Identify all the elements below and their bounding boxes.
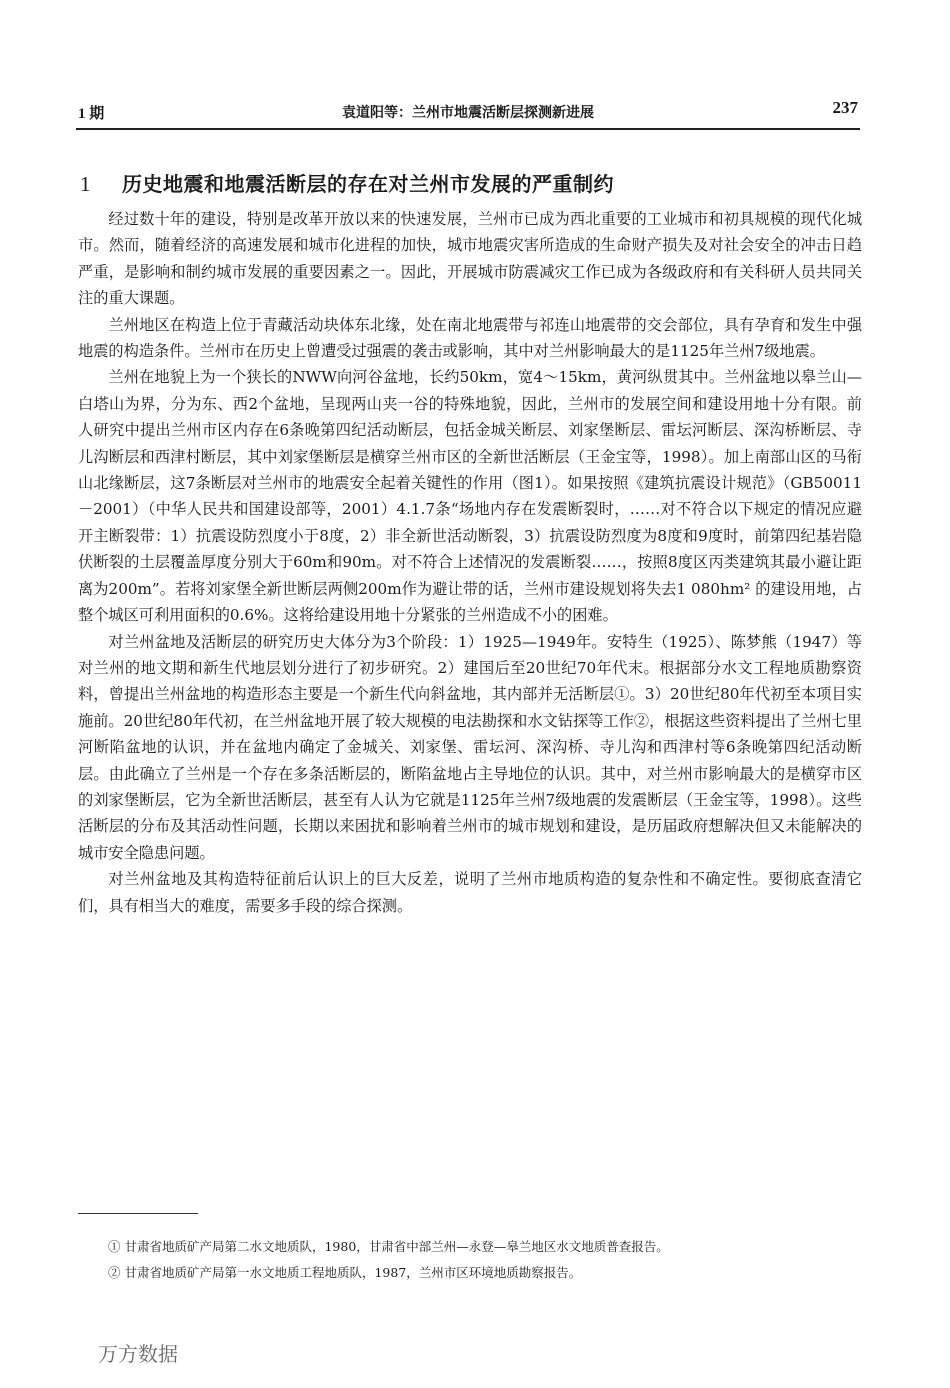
page-number: 237 xyxy=(832,98,858,117)
footnotes xyxy=(108,1234,868,1286)
footnote-item: ② 甘肃省地质矿产局第一水文地质工程地质队，1987，兰州市区环境地质勘察报告。 xyxy=(108,1265,582,1280)
running-title: 袁道阳等：兰州市地震活断层探测新进展 xyxy=(342,105,594,121)
watermark: 万方数据 xyxy=(98,1342,178,1366)
section-heading xyxy=(80,168,860,197)
page-header xyxy=(78,96,858,126)
section-title-text: 历史地震和地震活断层的存在对兰州市发展的严重制约 xyxy=(122,172,614,196)
footnote-item: ① 甘肃省地质矿产局第二水文地质队，1980，甘肃省中部兰州—永登—皋兰地区水文地质普查报告。 xyxy=(108,1239,669,1254)
paragraph: 兰州在地貌上为一个狭长的NWW向河谷盆地，长约50km，宽4～15km，黄河纵贯其中。兰州盆地以皋兰山—白塔山为界，分为东、西2个盆地，呈现两山夹一谷的特殊地貌，因此，兰州市的发展空间和建设用地十分有限。前人研究中提出兰州市区内存在6条晚第四纪活动断层，包括金城关断层、刘家堡断层、雷坛河断层、深沟桥断层、寺儿沟断层和西津村断层，其中刘家堡断层是横穿兰州市区的全新世活断层（王金宝等，1998）。加上南部山区的马衔山北缘断层，这7条断层对兰州市的地震安全起着关键性的作用（图1）。如果按照《建筑抗震设计规范》（GB50011－2001）（中华人民共和国建设部等，2001）4.1.7条“场地内存在发震断裂时，……对不符合以下规定的情况应避开主断裂带：1）抗震设防烈度小于8度，2）非全新世活动断裂，3）抗震设防烈度为8度和9度时，前第四纪基岩隐伏断裂的土层覆盖厚度分别大于60m和90m。对不符合上述情况的发震断裂……，按照8度区丙类建筑其最小避让距离为200m”。若将刘家堡全新世断层两侧200m作为避让带的话，兰州市建设规划将失去1 080hm² 的建设用地，占整个城区可利用面积的0.6%。这将给建设用地十分紧张的兰州造成不小的困难。 xyxy=(78,368,862,625)
paragraph: 对兰州盆地及其构造特征前后认识上的巨大反差，说明了兰州市地质构造的复杂性和不确定性。要彻底查清它们，具有相当大的难度，需要多手段的综合探测。 xyxy=(78,870,862,915)
section-number: 1 xyxy=(80,172,91,196)
issue-label: 1 期 xyxy=(78,106,105,122)
paragraph: 兰州地区在构造上位于青藏活动块体东北缘，处在南北地震带与祁连山地震带的交会部位，具有孕育和发生中强地震的构造条件。兰州市在历史上曾遭受过强震的袭击或影响，其中对兰州影响最大的是1125年兰州7级地震。 xyxy=(78,315,862,361)
paragraph: 对兰州盆地及活断层的研究历史大体分为3个阶段：1）1925—1949年。安特生（1925）、陈梦熊（1947）等对兰州的地文期和新生代地层划分进行了初步研究。2）建国后至20世纪70年代末。根据部分水文工程地质勘察资料，曾提出兰州盆地的构造形态主要是一个新生代向斜盆地，其内部并无活断层①。3）20世纪80年代初至本项目实施前。20世纪80年代初，在兰州盆地开展了较大规模的电法勘探和水文钻探等工作②，根据这些资料提出了兰州七里河断陷盆地的认识，并在盆地内确定了金城关、刘家堡、雷坛河、深沟桥、寺儿沟和西津村等6条晚第四纪活动断层。由此确立了兰州是一个存在多条活断层的，断陷盆地占主导地位的认识。其中，对兰州市影响最大的是横穿市区的刘家堡断层，它为全新世活断层，甚至有人认为它就是1125年兰州7级地震的发震断层（王金宝等，1998）。这些活断层的分布及其活动性问题，长期以来困扰和影响着兰州市的城市规划和建设，是历届政府想解决但又未能解决的城市安全隐患问题。 xyxy=(78,632,862,862)
header-rule xyxy=(76,128,860,130)
body-text xyxy=(78,206,862,919)
footnote-rule xyxy=(78,1213,198,1214)
paragraph: 经过数十年的建设，特别是改革开放以来的快速发展，兰州市已成为西北重要的工业城市和初具规模的现代化城市。然而，随着经济的高速发展和城市化进程的加快，城市地震灾害所造成的生命财产损失及对社会安全的冲击日趋严重，是影响和制约城市发展的重要因素之一。因此，开展城市防震减灾工作已成为各级政府和有关科研人员共同关注的重大课题。 xyxy=(78,210,862,308)
